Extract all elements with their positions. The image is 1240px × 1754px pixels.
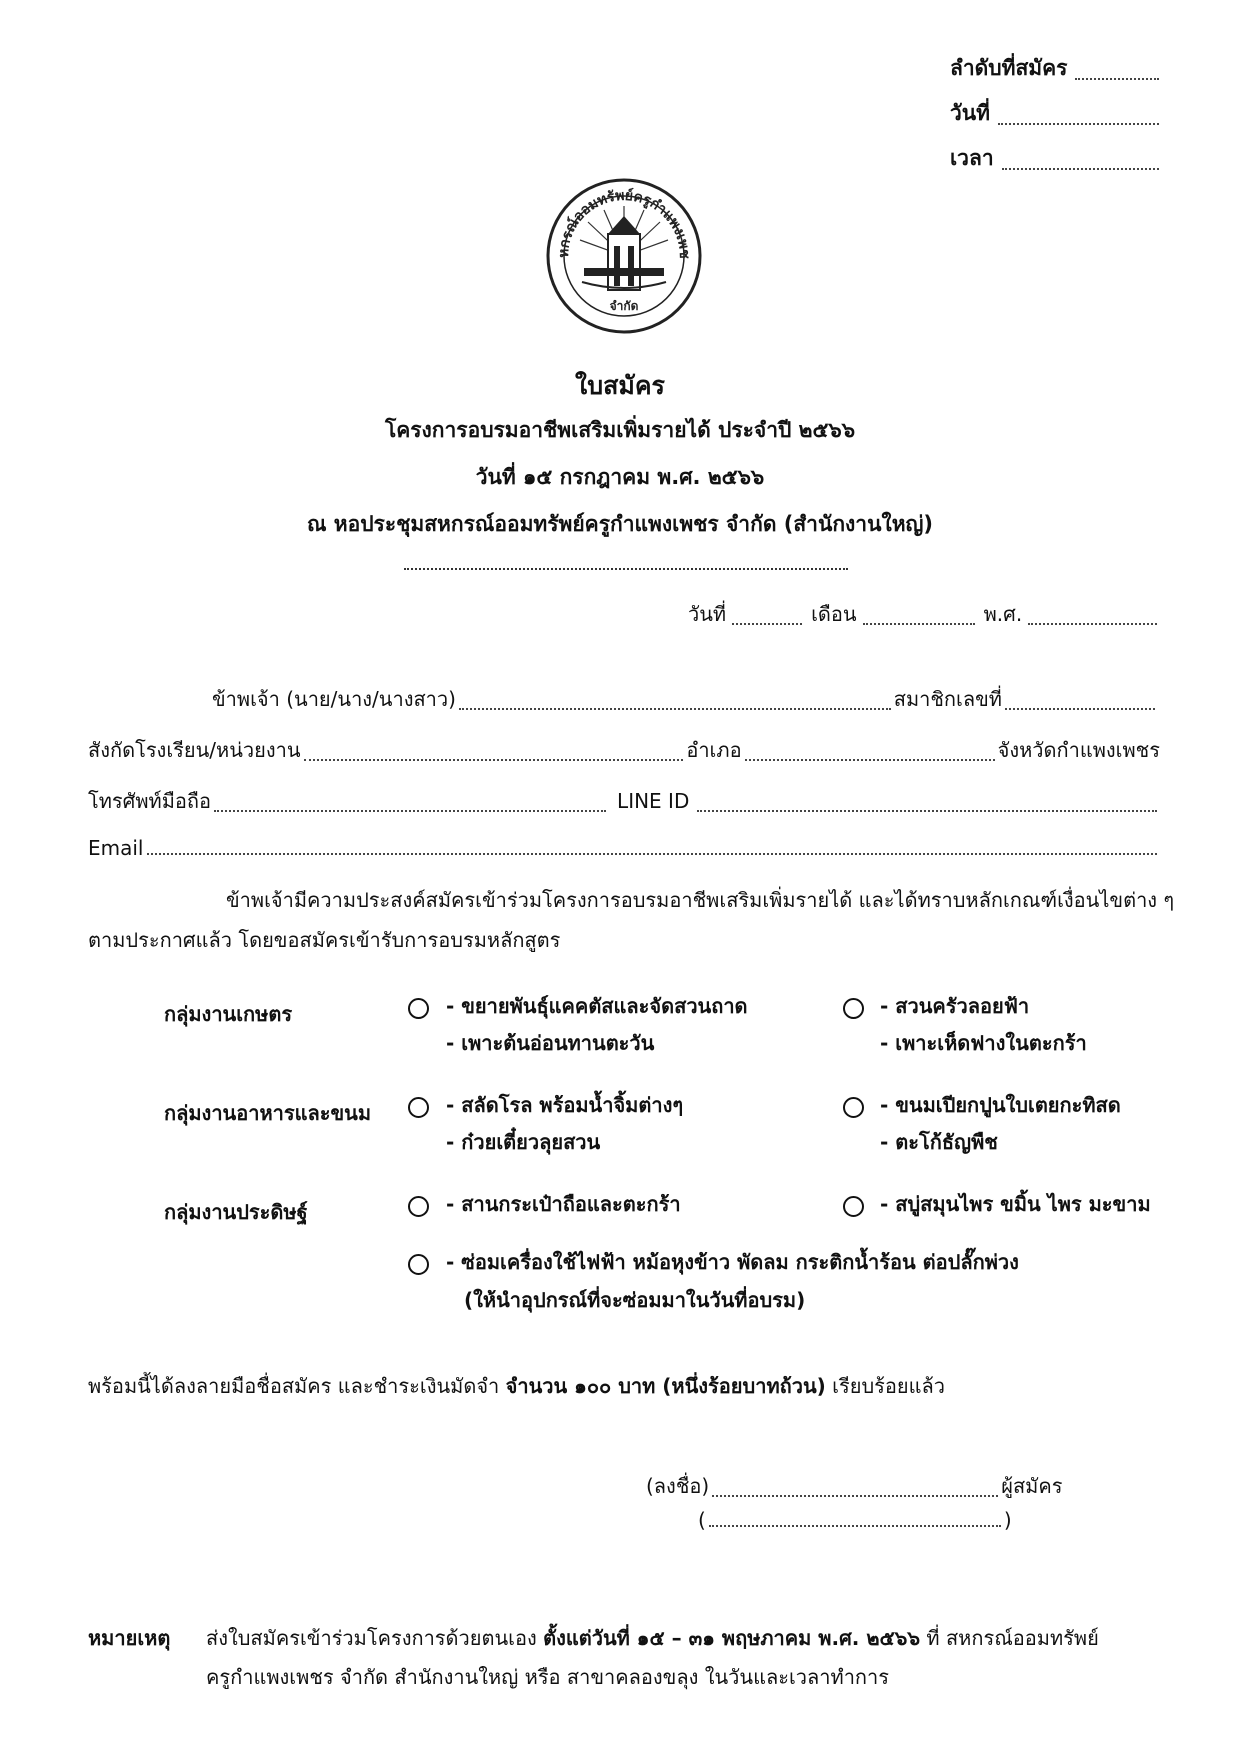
reg-time-field[interactable] xyxy=(1002,167,1159,170)
note-label: หมายเหตุ xyxy=(88,1626,171,1650)
food-option-1-line-2: - ก๋วยเตี๋ยวลุยสวน xyxy=(446,1130,601,1154)
agri-option-1-radio[interactable] xyxy=(408,998,429,1019)
food-option-2-line-2: - ตะโก้ธัญพืช xyxy=(880,1130,998,1154)
date-day-label: วันที่ xyxy=(688,602,727,626)
food-option-1-line-1: - สลัดโรล พร้อมน้ำจิ้มต่างๆ xyxy=(446,1093,684,1117)
district-field[interactable] xyxy=(745,758,995,761)
payment-prefix: พร้อมนี้ได้ลงลายมือชื่อสมัคร และชำระเงินมัดจำ xyxy=(88,1374,500,1398)
name-row xyxy=(212,683,1158,715)
date-line xyxy=(688,598,1160,630)
date-year-field[interactable] xyxy=(1028,622,1157,625)
reg-order-label: ลำดับที่สมัคร xyxy=(950,56,1068,80)
email-row xyxy=(88,836,1160,860)
phone-label: โทรศัพท์มือถือ xyxy=(88,789,212,813)
craft-option-1-line-1: - สานกระเป๋าถือและตะกร้า xyxy=(446,1192,681,1216)
date-year-label: พ.ศ. xyxy=(983,602,1023,626)
food-option-2-radio[interactable] xyxy=(843,1097,864,1118)
project-venue: ณ หอประชุมสหกรณ์ออมทรัพย์ครูกำแพงเพชร จำกัด (สำนักงานใหญ่) xyxy=(306,512,934,536)
food-option-1-radio[interactable] xyxy=(408,1097,429,1118)
group-craft-label: กลุ่มงานประดิษฐ์ xyxy=(164,1200,308,1224)
group-agriculture-label: กลุ่มงานเกษตร xyxy=(164,1002,293,1026)
date-day-field[interactable] xyxy=(732,622,802,625)
seal-text-bottom: จำกัด xyxy=(609,299,639,313)
agri-option-2-line-2: - เพาะเห็ดฟางในตะกร้า xyxy=(880,1031,1087,1055)
agri-option-1-line-2: - เพาะต้นอ่อนทานตะวัน xyxy=(446,1031,655,1055)
intro-line-1: ข้าพเจ้ามีความประสงค์สมัครเข้าร่วมโครงการอบรมอาชีพเสริมเพิ่มรายได้ และได้ทราบหลักเกณฑ์เงื่อนไขต่าง ๆ xyxy=(226,888,1175,912)
reg-time-label: เวลา xyxy=(950,146,994,170)
craft-option-2-radio[interactable] xyxy=(843,1196,864,1217)
name-label: ข้าพเจ้า (นาย/นาง/นางสาว) xyxy=(212,687,456,711)
school-label: สังกัดโรงเรียน/หน่วยงาน xyxy=(88,738,301,762)
email-label: Email xyxy=(88,836,144,860)
seal-text-top: หกรณ์ออมทรัพย์ครูกำแพงเพช xyxy=(555,187,693,260)
food-option-2-line-1: - ขนมเปียกปูนใบเตยกะทิสด xyxy=(880,1093,1121,1117)
payment-amount: จำนวน ๑๐๐ บาท (หนึ่งร้อยบาทถ้วน) xyxy=(505,1374,826,1398)
payment-suffix: เรียบร้อยแล้ว xyxy=(832,1374,945,1398)
agri-option-2-line-1: - สวนครัวลอยฟ้า xyxy=(880,994,1030,1018)
craft-option-2-line-1: - สบู่สมุนไพร ขมิ้น ไพร มะขาม xyxy=(880,1192,1151,1216)
signature-field[interactable] xyxy=(712,1494,998,1497)
title-divider xyxy=(404,568,848,570)
payment-statement xyxy=(88,1370,945,1402)
email-field[interactable] xyxy=(147,852,1158,855)
agri-option-2-radio[interactable] xyxy=(843,998,864,1019)
date-month-label: เดือน xyxy=(811,602,857,626)
date-month-field[interactable] xyxy=(863,622,975,625)
note-line-1 xyxy=(206,1622,1099,1654)
note-line-1-prefix: ส่งใบสมัครเข้าร่วมโครงการด้วยตนเอง xyxy=(206,1626,537,1650)
printed-name-open-paren: ( xyxy=(698,1508,706,1532)
note-line-1-suffix: ที่ สหกรณ์ออมทรัพย์ xyxy=(926,1626,1099,1650)
printed-name-close-paren: ) xyxy=(1003,1508,1012,1532)
project-title: โครงการอบรมอาชีพเสริมเพิ่มรายได้ ประจำปี ๒๕๖๖ xyxy=(384,418,856,442)
printed-name-field[interactable] xyxy=(709,1524,1001,1527)
craft-option-3-line-1: - ซ่อมเครื่องใช้ไฟฟ้า หม้อหุงข้าว พัดลม กระติกน้ำร้อน ต่อปลั๊กพ่วง xyxy=(446,1250,1019,1274)
school-row xyxy=(88,734,1160,766)
cooperative-seal xyxy=(544,176,704,336)
project-date: วันที่ ๑๕ กรกฎาคม พ.ศ. ๒๕๖๖ xyxy=(475,465,765,489)
note-line-1-dates: ตั้งแต่วันที่ ๑๕ – ๓๑ พฤษภาคม พ.ศ. ๒๕๖๖ xyxy=(543,1626,921,1650)
group-food-label: กลุ่มงานอาหารและขนม xyxy=(164,1101,372,1125)
craft-option-1-radio[interactable] xyxy=(408,1196,429,1217)
province-label: จังหวัดกำแพงเพชร xyxy=(997,738,1160,762)
phone-field[interactable] xyxy=(214,809,606,812)
agri-option-1-line-1: - ขยายพันธุ์แคคตัสและจัดสวนถาด xyxy=(446,994,748,1018)
cooperative-seal-icon xyxy=(544,176,704,336)
phone-row xyxy=(88,785,1160,817)
craft-option-3-radio[interactable] xyxy=(408,1254,429,1275)
sign-label: (ลงชื่อ) xyxy=(646,1474,710,1498)
name-field[interactable] xyxy=(459,707,891,710)
district-label: อำเภอ xyxy=(686,738,742,762)
printed-name-line xyxy=(698,1508,1012,1532)
page-title: ใบสมัคร xyxy=(575,371,665,400)
member-no-label: สมาชิกเลขที่ xyxy=(893,687,1002,711)
reg-date-field[interactable] xyxy=(998,122,1159,125)
school-field[interactable] xyxy=(304,758,684,761)
line-id-field[interactable] xyxy=(697,809,1157,812)
reg-date-label: วันที่ xyxy=(950,101,990,125)
intro-line-2: ตามประกาศแล้ว โดยขอสมัครเข้ารับการอบรมหลักสูตร xyxy=(88,928,561,952)
craft-option-3-line-2: (ให้นำอุปกรณ์ที่จะซ่อมมาในวันที่อบรม) xyxy=(464,1288,806,1312)
line-id-label: LINE ID xyxy=(617,789,690,813)
member-no-field[interactable] xyxy=(1005,707,1155,710)
signature-line xyxy=(646,1470,1062,1502)
applicant-label: ผู้สมัคร xyxy=(1001,1474,1063,1498)
note-line-2: ครูกำแพงเพชร จำกัด สำนักงานใหญ่ หรือ สาขาคลองขลุง ในวันและเวลาทำการ xyxy=(206,1665,890,1689)
reg-order-field[interactable] xyxy=(1075,77,1159,80)
